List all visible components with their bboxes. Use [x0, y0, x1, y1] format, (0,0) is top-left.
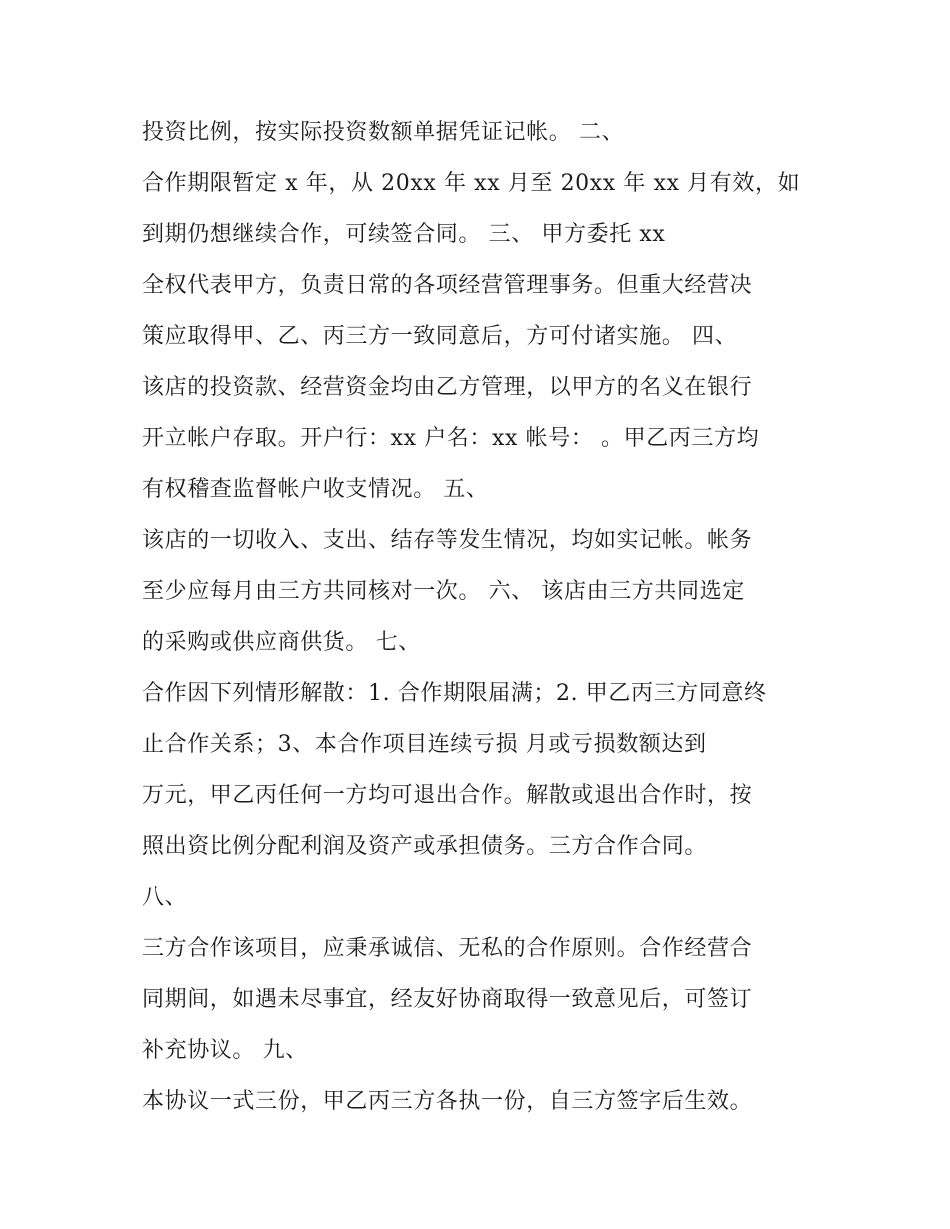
- text-line: 合作因下列情形解散：1. 合作期限届满；2. 甲乙丙三方同意终: [142, 681, 767, 706]
- text-line: 同期间，如遇未尽事宜，经友好协商取得一致意见后，可签订: [142, 987, 753, 1012]
- text-line: 八、: [142, 885, 188, 910]
- text-line: 照出资比例分配利润及资产或承担债务。三方合作合同。: [142, 834, 708, 859]
- text-line: 三方合作该项目，应秉承诚信、无私的合作原则。合作经营合: [142, 936, 753, 961]
- text-line: 止合作关系；3、本合作项目连续亏损 月或亏损数额达到: [142, 732, 707, 757]
- text-line: 的采购或供应商供货。 七、: [142, 630, 421, 655]
- text-line: 开立帐户存取。开户行：xx 户名：xx 帐号： 。甲乙丙三方均: [142, 426, 760, 451]
- text-line: 合作期限暂定 x 年，从 20xx 年 xx 月至 20xx 年 xx 月有效，如: [142, 171, 801, 196]
- text-line: 投资比例，按实际投资数额单据凭证记帐。 二、: [142, 120, 625, 145]
- text-line: 有权稽查监督帐户收支情况。 五、: [142, 477, 489, 502]
- text-line: 该店的一切收入、支出、结存等发生情况，均如实记帐。帐务: [142, 528, 753, 553]
- text-line: 该店的投资款、经营资金均由乙方管理，以甲方的名义在银行: [142, 375, 753, 400]
- text-line: 策应取得甲、乙、丙三方一致同意后，方可付诸实施。 四、: [142, 324, 738, 349]
- text-line: 补充协议。 九、: [142, 1038, 308, 1063]
- text-line: 本协议一式三份，甲乙丙三方各执一份，自三方签字后生效。: [142, 1089, 753, 1114]
- text-line: 全权代表甲方，负责日常的各项经营管理事务。但重大经营决: [142, 273, 753, 298]
- text-line: 至少应每月由三方共同核对一次。 六、 该店由三方共同选定: [142, 579, 745, 604]
- contract-body: [142, 107, 832, 1127]
- text-line: 万元，甲乙丙任何一方均可退出合作。解散或退出合作时，按: [142, 783, 753, 808]
- text-line: 到期仍想继续合作，可续签合同。 三、 甲方委托 xx: [142, 222, 666, 247]
